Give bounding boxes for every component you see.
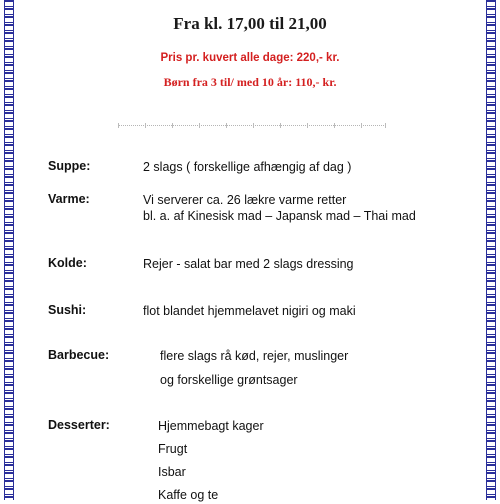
menu-label: Kolde: (48, 256, 87, 270)
section-divider (118, 125, 386, 127)
menu-label: Sushi: (48, 303, 87, 317)
menu-item: 2 slags ( forskellige afhængig af dag ) (143, 160, 352, 174)
menu-item: flere slags rå kød, rejer, muslinger (160, 349, 349, 363)
menu-item: Isbar (158, 465, 186, 479)
menu-item: og forskellige grøntsager (160, 373, 298, 387)
children-price: Børn fra 3 til/ med 10 år: 110,- kr. (163, 75, 337, 89)
menu-label: Suppe: (48, 159, 91, 173)
menu-label: Barbecue: (48, 348, 110, 362)
menu-item: Vi serverer ca. 26 lækre varme retter (143, 193, 347, 207)
menu-item: Rejer - salat bar med 2 slags dressing (143, 257, 354, 271)
menu-label: Varme: (48, 192, 90, 206)
menu-item: Hjemmebagt kager (158, 419, 264, 433)
menu-item: Kaffe og te (158, 488, 219, 502)
menu-item: bl. a. af Kinesisk mad – Japansk mad – Thai mad (143, 209, 416, 223)
price-per-cover: Pris pr. kuvert alle dage: 220,- kr. (160, 52, 340, 64)
menu-item: flot blandet hjemmelavet nigiri og maki (143, 304, 356, 318)
menu-item: Frugt (158, 442, 188, 456)
opening-hours: Fra kl. 17,00 til 21,00 (173, 14, 327, 33)
menu-label: Desserter: (48, 418, 110, 432)
